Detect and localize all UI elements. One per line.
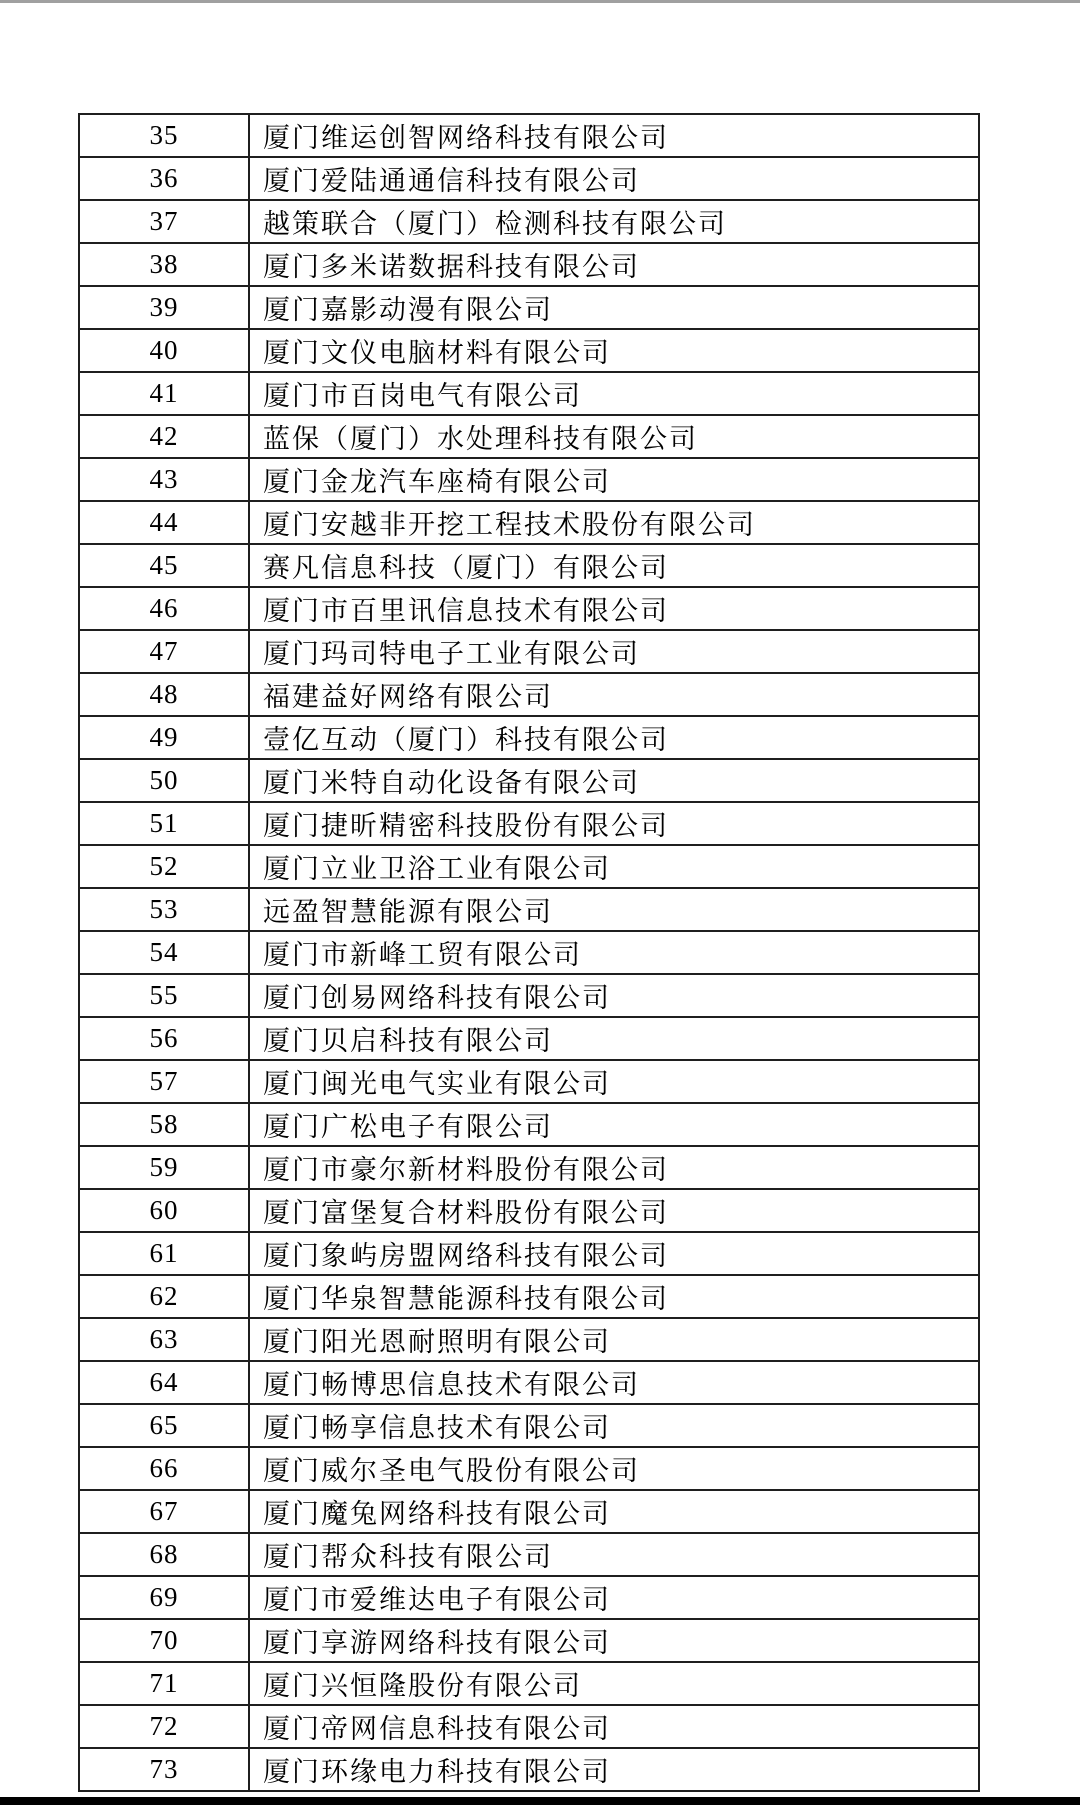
row-number: 65 bbox=[79, 1404, 249, 1447]
row-number: 71 bbox=[79, 1662, 249, 1705]
table-row bbox=[79, 458, 979, 501]
row-number: 42 bbox=[79, 415, 249, 458]
company-name: 厦门魔兔网络科技有限公司 bbox=[249, 1490, 979, 1533]
table-row bbox=[79, 802, 979, 845]
row-number: 39 bbox=[79, 286, 249, 329]
row-number: 61 bbox=[79, 1232, 249, 1275]
row-number: 44 bbox=[79, 501, 249, 544]
row-number: 68 bbox=[79, 1533, 249, 1576]
company-name: 厦门享游网络科技有限公司 bbox=[249, 1619, 979, 1662]
table-row bbox=[79, 888, 979, 931]
table-row bbox=[79, 1576, 979, 1619]
company-name: 厦门威尔圣电气股份有限公司 bbox=[249, 1447, 979, 1490]
row-number: 72 bbox=[79, 1705, 249, 1748]
table-row bbox=[79, 1705, 979, 1748]
table-row bbox=[79, 1103, 979, 1146]
company-name: 厦门金龙汽车座椅有限公司 bbox=[249, 458, 979, 501]
table-row bbox=[79, 544, 979, 587]
row-number: 55 bbox=[79, 974, 249, 1017]
row-number: 48 bbox=[79, 673, 249, 716]
row-number: 51 bbox=[79, 802, 249, 845]
row-number: 47 bbox=[79, 630, 249, 673]
row-number: 37 bbox=[79, 200, 249, 243]
table-row bbox=[79, 1275, 979, 1318]
company-name: 厦门市豪尔新材料股份有限公司 bbox=[249, 1146, 979, 1189]
row-number: 58 bbox=[79, 1103, 249, 1146]
row-number: 70 bbox=[79, 1619, 249, 1662]
company-name: 蓝保（厦门）水处理科技有限公司 bbox=[249, 415, 979, 458]
table-row bbox=[79, 114, 979, 157]
company-name: 厦门阳光恩耐照明有限公司 bbox=[249, 1318, 979, 1361]
table-row bbox=[79, 1447, 979, 1490]
company-name: 厦门华泉智慧能源科技有限公司 bbox=[249, 1275, 979, 1318]
company-name: 厦门畅博思信息技术有限公司 bbox=[249, 1361, 979, 1404]
company-table-body bbox=[79, 114, 979, 1791]
table-row bbox=[79, 1060, 979, 1103]
table-row bbox=[79, 845, 979, 888]
table-row bbox=[79, 630, 979, 673]
company-name: 厦门市新峰工贸有限公司 bbox=[249, 931, 979, 974]
table-row bbox=[79, 1361, 979, 1404]
row-number: 49 bbox=[79, 716, 249, 759]
table-row bbox=[79, 372, 979, 415]
company-name: 厦门富堡复合材料股份有限公司 bbox=[249, 1189, 979, 1232]
table-row bbox=[79, 974, 979, 1017]
row-number: 36 bbox=[79, 157, 249, 200]
row-number: 56 bbox=[79, 1017, 249, 1060]
table-row bbox=[79, 1490, 979, 1533]
company-name: 远盈智慧能源有限公司 bbox=[249, 888, 979, 931]
table-row bbox=[79, 1189, 979, 1232]
table-row bbox=[79, 1662, 979, 1705]
table-row bbox=[79, 329, 979, 372]
company-name: 厦门市爱维达电子有限公司 bbox=[249, 1576, 979, 1619]
table-row bbox=[79, 1146, 979, 1189]
company-name: 厦门维运创智网络科技有限公司 bbox=[249, 114, 979, 157]
table-row bbox=[79, 286, 979, 329]
table-row bbox=[79, 157, 979, 200]
company-name: 厦门畅享信息技术有限公司 bbox=[249, 1404, 979, 1447]
row-number: 69 bbox=[79, 1576, 249, 1619]
row-number: 40 bbox=[79, 329, 249, 372]
company-name: 厦门安越非开挖工程技术股份有限公司 bbox=[249, 501, 979, 544]
company-name: 厦门文仪电脑材料有限公司 bbox=[249, 329, 979, 372]
row-number: 60 bbox=[79, 1189, 249, 1232]
row-number: 46 bbox=[79, 587, 249, 630]
row-number: 64 bbox=[79, 1361, 249, 1404]
company-name: 厦门玛司特电子工业有限公司 bbox=[249, 630, 979, 673]
bottom-edge-bar bbox=[0, 1797, 1080, 1805]
row-number: 62 bbox=[79, 1275, 249, 1318]
company-name: 越策联合（厦门）检测科技有限公司 bbox=[249, 200, 979, 243]
row-number: 67 bbox=[79, 1490, 249, 1533]
company-name: 厦门捷昕精密科技股份有限公司 bbox=[249, 802, 979, 845]
row-number: 57 bbox=[79, 1060, 249, 1103]
table-row bbox=[79, 1232, 979, 1275]
company-name: 厦门象屿房盟网络科技有限公司 bbox=[249, 1232, 979, 1275]
company-name: 福建益好网络有限公司 bbox=[249, 673, 979, 716]
company-name: 厦门广松电子有限公司 bbox=[249, 1103, 979, 1146]
company-table bbox=[78, 113, 980, 1792]
row-number: 45 bbox=[79, 544, 249, 587]
company-name: 厦门贝启科技有限公司 bbox=[249, 1017, 979, 1060]
row-number: 53 bbox=[79, 888, 249, 931]
company-name: 厦门兴恒隆股份有限公司 bbox=[249, 1662, 979, 1705]
table-row bbox=[79, 1748, 979, 1791]
company-name: 厦门立业卫浴工业有限公司 bbox=[249, 845, 979, 888]
table-row bbox=[79, 716, 979, 759]
table-row bbox=[79, 587, 979, 630]
row-number: 52 bbox=[79, 845, 249, 888]
company-name: 厦门创易网络科技有限公司 bbox=[249, 974, 979, 1017]
table-row bbox=[79, 1619, 979, 1662]
company-name: 赛凡信息科技（厦门）有限公司 bbox=[249, 544, 979, 587]
table-row bbox=[79, 415, 979, 458]
company-name: 厦门爱陆通通信科技有限公司 bbox=[249, 157, 979, 200]
company-name: 壹亿互动（厦门）科技有限公司 bbox=[249, 716, 979, 759]
row-number: 54 bbox=[79, 931, 249, 974]
company-name: 厦门环缘电力科技有限公司 bbox=[249, 1748, 979, 1791]
table-row bbox=[79, 243, 979, 286]
row-number: 35 bbox=[79, 114, 249, 157]
table-row bbox=[79, 931, 979, 974]
table-row bbox=[79, 1318, 979, 1361]
row-number: 41 bbox=[79, 372, 249, 415]
table-row bbox=[79, 1404, 979, 1447]
row-number: 43 bbox=[79, 458, 249, 501]
row-number: 50 bbox=[79, 759, 249, 802]
row-number: 59 bbox=[79, 1146, 249, 1189]
row-number: 73 bbox=[79, 1748, 249, 1791]
company-name: 厦门嘉影动漫有限公司 bbox=[249, 286, 979, 329]
top-edge-line bbox=[0, 0, 1080, 3]
table-row bbox=[79, 759, 979, 802]
company-name: 厦门帝网信息科技有限公司 bbox=[249, 1705, 979, 1748]
table-row bbox=[79, 501, 979, 544]
company-name: 厦门帮众科技有限公司 bbox=[249, 1533, 979, 1576]
table-row bbox=[79, 673, 979, 716]
company-name: 厦门多米诺数据科技有限公司 bbox=[249, 243, 979, 286]
row-number: 38 bbox=[79, 243, 249, 286]
row-number: 63 bbox=[79, 1318, 249, 1361]
company-name: 厦门市百岗电气有限公司 bbox=[249, 372, 979, 415]
row-number: 66 bbox=[79, 1447, 249, 1490]
table-row bbox=[79, 1017, 979, 1060]
company-name: 厦门闽光电气实业有限公司 bbox=[249, 1060, 979, 1103]
company-name: 厦门市百里讯信息技术有限公司 bbox=[249, 587, 979, 630]
table-row bbox=[79, 1533, 979, 1576]
table-row bbox=[79, 200, 979, 243]
company-name: 厦门米特自动化设备有限公司 bbox=[249, 759, 979, 802]
